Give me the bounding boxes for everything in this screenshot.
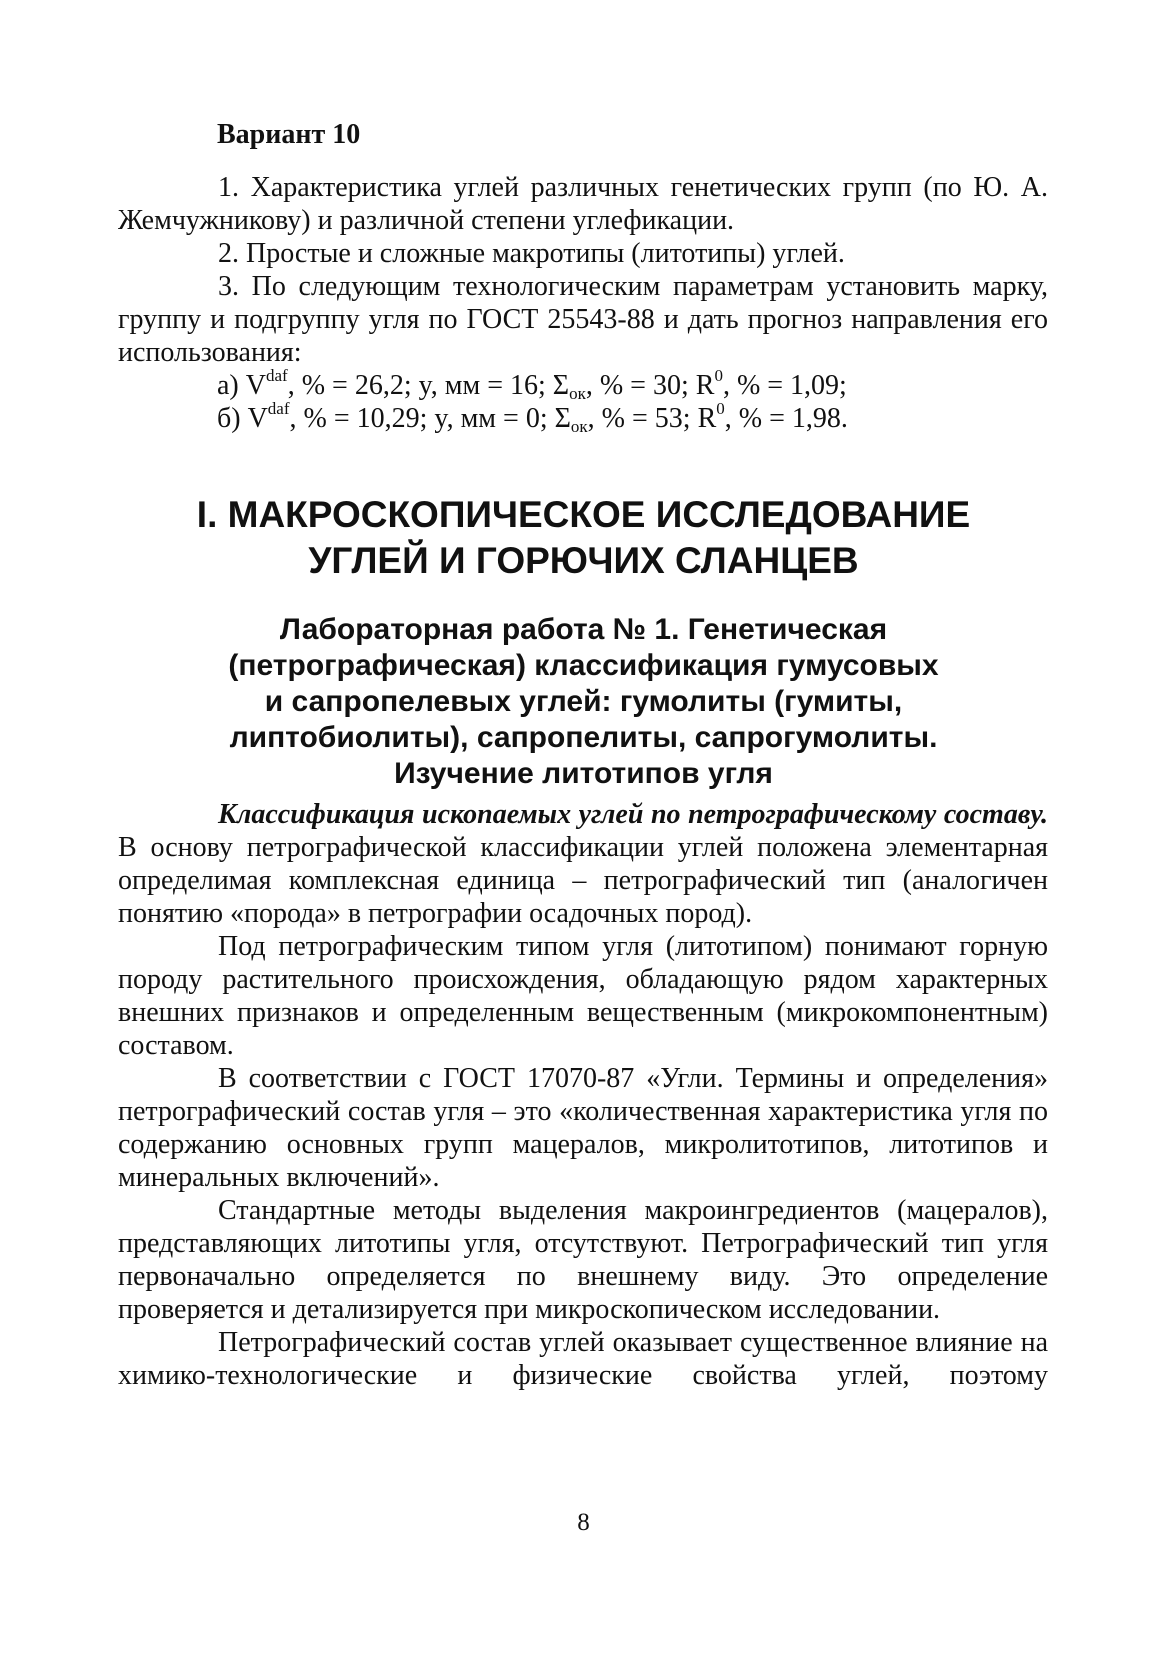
lab-heading-line-1: Лабораторная работа № 1. Генетическая (279, 613, 888, 646)
paragraph-4: Стандартные методы выделения макроингредиентов (мацералов), представляющих литотипы угля, отсутствуют. Петрографический тип угля первоначально определяется по внешнему виду. Это определение проверяется и детализируется при микроскопическом исследовании. (118, 1195, 1048, 1325)
page-number: 8 (577, 1509, 590, 1536)
section-heading (60, 492, 1107, 584)
paragraph-5: Петрографический состав углей оказывает существенное влияние на химико-технологические и физические свойства углей, поэтому (118, 1327, 1048, 1391)
formula-b-sub-ok: ок (570, 417, 588, 436)
variant-title: Вариант 10 (217, 119, 361, 150)
lab-heading-line-4: липтобиолиты), сапропелиты, сапрогумолиты. (229, 721, 938, 754)
formula-a-end: , % = 1,09; (722, 370, 847, 401)
formula-b-sup-0: 0 (716, 399, 725, 418)
formula-b-prefix: б) V (217, 403, 268, 434)
formula-a-prefix: а) V (217, 370, 266, 401)
formula-b-mid1: , % = 10,29; y, мм = 0; Σ (289, 403, 571, 434)
formula-a-sup-0: 0 (714, 366, 723, 385)
formula-a-mid1: , % = 26,2; y, мм = 16; Σ (287, 370, 570, 401)
task-item-2: 2. Простые и сложные макротипы (литотипы) углей. (218, 238, 845, 269)
paragraph-1 (118, 798, 1048, 930)
section-heading-line-2: УГЛЕЙ И ГОРЮЧИХ СЛАНЦЕВ (308, 540, 859, 581)
task-item-1: 1. Характеристика углей различных генетических групп (по Ю. А. Жемчужникову) и различной степени углефикации. (118, 172, 1048, 236)
formula-a (217, 366, 847, 403)
lab-heading-line-2: (петрографическая) классификация гумусовых (228, 649, 939, 682)
task-item-3: 3. По следующим технологическим параметрам установить марку, группу и подгруппу угля по ГОСТ 25543-88 и дать прогноз направления его использования: (118, 271, 1048, 368)
section-heading-line-1: I. МАКРОСКОПИЧЕСКОЕ ИССЛЕДОВАНИЕ (196, 494, 971, 535)
formula-a-mid2: , % = 30; R (585, 370, 715, 401)
paragraph-1-rest: В основу петрографической классификации углей положена элементарная определимая комплексная единица – петрографический тип (аналогичен понятию «порода» в петрографии осадочных пород). (118, 832, 1048, 929)
paragraph-1-lead: Классификация ископаемых углей по петрографическому составу. (218, 799, 1048, 830)
formula-a-sub-ok: ок (569, 384, 586, 403)
formula-b-mid2: , % = 53; R (587, 403, 717, 434)
lab-heading (60, 612, 1107, 792)
lab-heading-line-3: и сапропелевых углей: гумолиты (гумиты, (264, 685, 903, 718)
formula-b (217, 399, 848, 436)
formula-b-sup-daf: daf (267, 399, 290, 418)
lab-heading-line-5: Изучение литотипов угля (394, 757, 773, 790)
paragraph-3: В соответствии с ГОСТ 17070-87 «Угли. Термины и определения» петрографический состав угля – это «количественная характеристика угля по содержанию основных групп мацералов, микролитотипов, литотипов и минеральных включений». (118, 1063, 1048, 1193)
formula-a-sup-daf: daf (265, 366, 288, 385)
formula-b-end: , % = 1,98. (724, 403, 848, 434)
paragraph-2: Под петрографическим типом угля (литотипом) понимают горную породу растительного происхождения, обладающую рядом характерных внешних признаков и определенным вещественным (микрокомпонентным) составом. (118, 931, 1048, 1061)
